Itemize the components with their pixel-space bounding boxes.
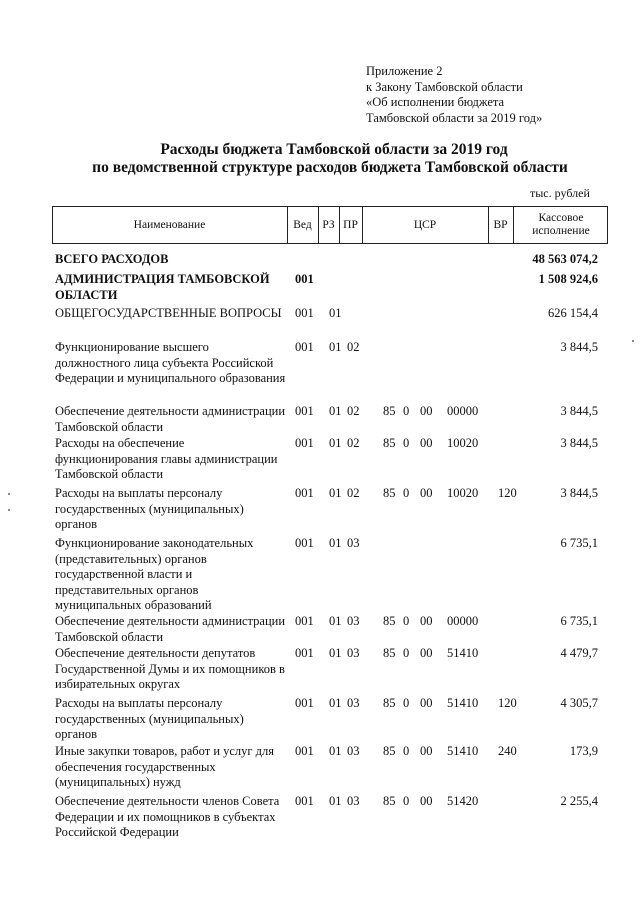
cell-c3: 00: [420, 794, 433, 808]
header-rz: РЗ: [322, 218, 335, 231]
cell-c4: 51410: [447, 744, 479, 758]
header-csr: ЦСР: [413, 218, 437, 231]
cell-amount: 6 735,1: [560, 536, 598, 550]
cell-rz: 01: [329, 306, 342, 320]
scan-mark: [632, 340, 634, 342]
cell-ved: 001: [295, 340, 314, 354]
cell-c3: 00: [420, 744, 433, 758]
appendix-note: [366, 64, 542, 126]
header-amount: Кассовое исполнение: [532, 212, 590, 237]
cell-ved: 001: [295, 436, 314, 450]
cell-pr: 03: [347, 614, 360, 628]
cell-c3: 00: [420, 436, 433, 450]
appendix-line: к Закону Тамбовской области: [366, 79, 523, 94]
appendix-line: «Об исполнении бюджета: [366, 95, 505, 109]
cell-name: Обеспечение деятельности администрации Тамбовской области: [55, 614, 286, 644]
cell-c2: 0: [403, 744, 410, 758]
cell-ved: 001: [295, 646, 314, 660]
cell-pr: 03: [347, 696, 360, 710]
cell-amount: 3 844,5: [560, 404, 598, 418]
cell-rz: 01: [329, 646, 342, 660]
cell-ved: 001: [295, 744, 314, 758]
cell-c3: 00: [420, 486, 433, 500]
header-border-right: [607, 206, 608, 244]
table-header: [52, 206, 608, 244]
cell-name: Обеспечение деятельности депутатов Государственной Думы и их помощников в избирательных округах: [55, 646, 285, 692]
cell-amount: 4 479,7: [560, 646, 598, 660]
cell-pr: 02: [347, 486, 360, 500]
cell-c1: 85: [383, 646, 396, 660]
scan-mark: [8, 509, 10, 511]
cell-amount: 48 563 074,2: [532, 252, 598, 266]
cell-amount: 6 735,1: [560, 614, 598, 628]
cell-c4: 10020: [447, 436, 479, 450]
cell-name: Обеспечение деятельности администрации Тамбовской области: [55, 404, 286, 434]
cell-rz: 01: [329, 696, 342, 710]
cell-c2: 0: [403, 404, 410, 418]
cell-vr: 240: [498, 744, 517, 758]
cell-name: ОБЩЕГОСУДАРСТВЕННЫЕ ВОПРОСЫ: [55, 306, 282, 320]
header-name: Наименование: [133, 218, 206, 231]
cell-c2: 0: [403, 696, 410, 710]
header-divider: [513, 206, 514, 244]
cell-pr: 02: [347, 404, 360, 418]
cell-pr: 03: [347, 646, 360, 660]
cell-c4: 10020: [447, 486, 479, 500]
cell-c2: 0: [403, 794, 410, 808]
cell-c1: 85: [383, 794, 396, 808]
cell-name: Расходы на выплаты персоналу государственных (муниципальных) органов: [55, 696, 244, 742]
cell-c4: 00000: [447, 404, 479, 418]
cell-c1: 85: [383, 404, 396, 418]
appendix-line: Тамбовской области за 2019 год»: [366, 110, 543, 125]
cell-rz: 01: [329, 340, 342, 354]
cell-ved: 001: [295, 794, 314, 808]
cell-name: Обеспечение деятельности членов Совета Федерации и их помощников в субъектах Российской Федерации: [55, 794, 280, 840]
cell-c1: 85: [383, 486, 396, 500]
cell-c2: 0: [403, 646, 410, 660]
cell-c3: 00: [420, 646, 433, 660]
cell-ved: 001: [295, 272, 314, 286]
cell-ved: 001: [295, 696, 314, 710]
cell-c4: 51410: [447, 696, 479, 710]
cell-ved: 001: [295, 536, 314, 550]
cell-vr: 120: [498, 486, 517, 500]
cell-c1: 85: [383, 436, 396, 450]
cell-c4: 51420: [447, 794, 479, 808]
header-ved: Вед: [293, 218, 312, 231]
cell-name: Иные закупки товаров, работ и услуг для обеспечения государственных (муниципальных) нужд: [55, 744, 275, 790]
cell-rz: 01: [329, 486, 342, 500]
cell-pr: 03: [347, 744, 360, 758]
appendix-line: Приложение 2: [366, 64, 443, 78]
cell-rz: 01: [329, 536, 342, 550]
cell-c1: 85: [383, 696, 396, 710]
cell-vr: 120: [498, 696, 517, 710]
cell-ved: 001: [295, 306, 314, 320]
cell-name: АДМИНИСТРАЦИЯ ТАМБОВСКОЙ ОБЛАСТИ: [55, 272, 270, 302]
document-subtitle: по ведомственной структуре расходов бюджета Тамбовской области: [92, 159, 568, 176]
cell-pr: 03: [347, 536, 360, 550]
cell-pr: 02: [347, 340, 360, 354]
cell-name: Расходы на обеспечение функционирования главы администрации Тамбовской области: [55, 436, 278, 482]
units-label: тыс. рублей: [530, 186, 590, 200]
cell-ved: 001: [295, 404, 314, 418]
cell-pr: 03: [347, 794, 360, 808]
cell-amount: 3 844,5: [560, 486, 598, 500]
cell-c2: 0: [403, 614, 410, 628]
cell-c3: 00: [420, 404, 433, 418]
cell-pr: 02: [347, 436, 360, 450]
header-vr: ВР: [493, 218, 508, 231]
cell-c1: 85: [383, 744, 396, 758]
cell-c2: 0: [403, 486, 410, 500]
cell-c3: 00: [420, 614, 433, 628]
cell-c3: 00: [420, 696, 433, 710]
cell-amount: 2 255,4: [560, 794, 598, 808]
cell-amount: 1 508 924,6: [538, 272, 598, 286]
cell-name: Функционирование законодательных (представительных) органов государственной власти и представительных органов муниципальных образований: [55, 536, 254, 613]
document-title: Расходы бюджета Тамбовской области за 2019 год: [160, 141, 508, 158]
cell-c4: 51410: [447, 646, 479, 660]
cell-amount: 626 154,4: [548, 306, 598, 320]
cell-ved: 001: [295, 486, 314, 500]
cell-rz: 01: [329, 404, 342, 418]
cell-amount: 3 844,5: [560, 436, 598, 450]
cell-amount: 4 305,7: [560, 696, 598, 710]
cell-c1: 85: [383, 614, 396, 628]
cell-rz: 01: [329, 436, 342, 450]
header-pr: ПР: [343, 218, 358, 231]
cell-rz: 01: [329, 794, 342, 808]
cell-ved: 001: [295, 614, 314, 628]
scan-mark: [8, 493, 10, 495]
cell-c4: 00000: [447, 614, 479, 628]
cell-rz: 01: [329, 744, 342, 758]
cell-name: ВСЕГО РАСХОДОВ: [55, 252, 169, 266]
cell-amount: 173,9: [569, 744, 598, 758]
cell-c2: 0: [403, 436, 410, 450]
cell-amount: 3 844,5: [560, 340, 598, 354]
cell-name: Расходы на выплаты персоналу государственных (муниципальных) органов: [55, 486, 244, 532]
cell-name: Функционирование высшего должностного лица субъекта Российской Федерации и муниципального образования: [55, 340, 286, 386]
cell-rz: 01: [329, 614, 342, 628]
